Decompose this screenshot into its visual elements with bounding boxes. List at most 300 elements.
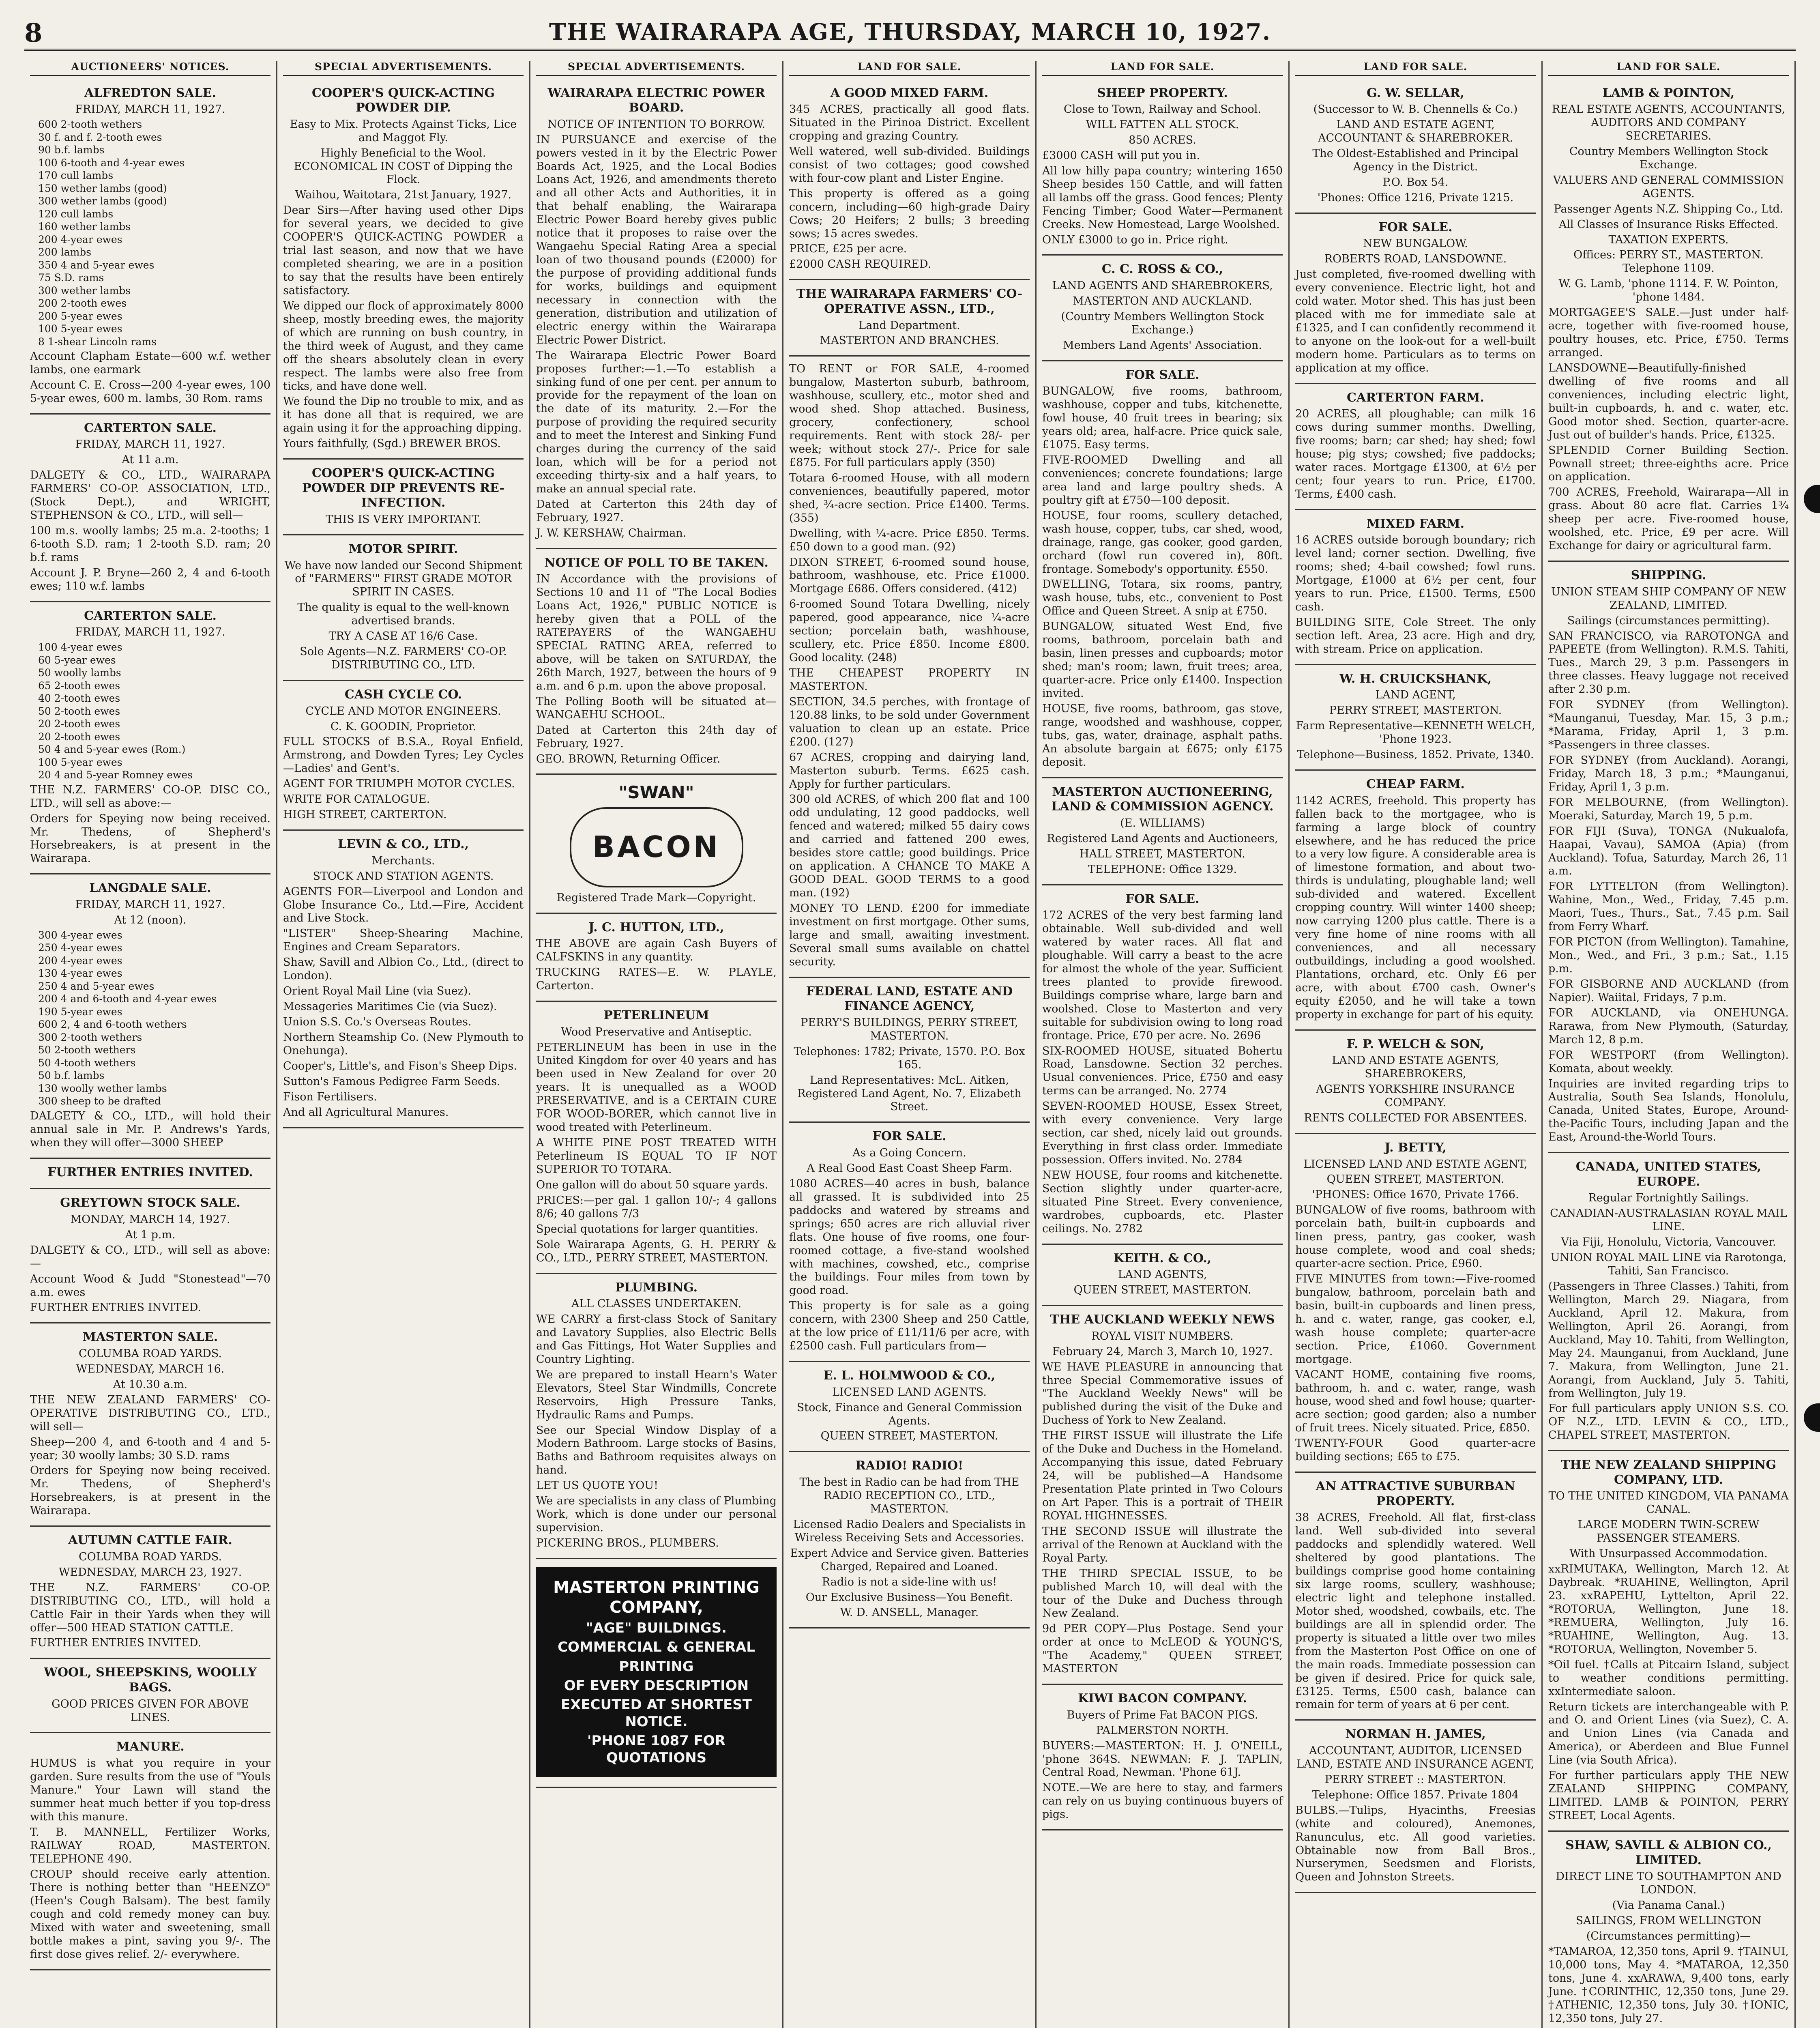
column-2 [277, 61, 530, 2028]
column-3 [530, 61, 783, 2028]
ad-body-text: 300 old ACRES, of which 200 flat and 100 odd undulating, 12 good paddocks, well fenced and watered; milked 55 dairy cows and carried and fattened 200 ewes, besides store cattle; good buildings. Price on application. A CHANCE TO MAKE A GOOD DEAL. GOOD TERMS to a good man. (192) [789, 793, 1030, 900]
advertisement [789, 79, 1030, 281]
ad-body-text: BUNGALOW, five rooms, bathroom, washhouse, copper and tubs, kitchenette, fowl house, 40 fruit trees in bearing; six years old; area, half-acre. Price quick sale, £1075. Easy terms. [1042, 385, 1283, 451]
masthead [24, 16, 1796, 51]
ad-title: FURTHER ENTRIES INVITED. [47, 1165, 253, 1179]
ad-subline: TRY A CASE AT 16/6 Case. [328, 630, 478, 643]
ad-body-text: PETERLINEUM has been in use in the United Kingdom for over 40 years and has been used in New Zealand for over 20 years. It is unequalled as a WOOD PRESERVATIVE, and is a CERTAIN CURE FOR WOOD-BORER, which cannot live in wood treated with Peterlineum. [536, 1041, 777, 1134]
ad-body-text: 100 m.s. woolly lambs; 25 m.a. 2-tooths; 1 6-tooth S.D. ram; 1 2-tooth S.D. ram; 20 b.f. rams [30, 524, 270, 564]
ad-title: A GOOD MIXED FARM. [830, 86, 989, 100]
advertisement [789, 1123, 1030, 1362]
ad-subline: PERRY STREET, MASTERTON. [1329, 704, 1502, 717]
ad-body-text: PRICES:—per gal. 1 gallon 10/-; 4 gallons 8/6; 40 gallons 7/3 [536, 1194, 777, 1220]
advertisement [1295, 1473, 1536, 1721]
ad-body-text: Sutton's Famous Pedigree Farm Seeds. [283, 1075, 500, 1088]
ad-subline: COLUMBA ROAD YARDS. [78, 1347, 222, 1360]
ad-subline: Highly Beneficial to the Wool. ECONOMICAL IN COST of Dipping the Flock. [294, 146, 513, 186]
ad-title: MIXED FARM. [1366, 516, 1465, 531]
ad-title: LANGDALE SALE. [89, 881, 211, 896]
ad-subline: The best in Radio can be had from THE RADIO RECEPTION CO., LTD., MASTERTON. [799, 1476, 1019, 1515]
advertisement [1295, 771, 1536, 1031]
ad-title: WAIRARAPA ELECTRIC POWER BOARD. [547, 86, 765, 115]
ad-title: W. H. CRUICKSHANK, [1339, 671, 1492, 686]
ad-body-text: Special quotations for larger quantities. [536, 1222, 758, 1235]
ad-body-text: xxRIMUTAKA, Wellington, March 12. At Daybreak. *RUAHINE, Wellington, April 23. xxRAPEHU, Lyttelton, April 22. *ROTORUA, Wellington, June 18. *REMUERA, Wellington, July 16. *RUAHINE, Wellington, Aug. 13. *ROTORUA, Wellington, November 5. [1548, 1563, 1789, 1656]
list-item: 50 4-tooth wethers [38, 1057, 136, 1069]
ad-subline: (Via Panama Canal.) [1612, 1899, 1725, 1912]
ad-body-text: Sheep—200 4, and 6-tooth and 4 and 5-year; 30 woolly lambs; 30 S.D. rams [30, 1435, 270, 1462]
ad-subline: LAND AGENTS AND SHAREBROKERS, [1052, 279, 1273, 292]
ad-body-text: And all Agricultural Manures. [283, 1106, 449, 1119]
advertisement [536, 79, 777, 549]
ad-subline: February 24, March 3, March 10, 1927. [1052, 1345, 1273, 1358]
list-item: 50 woolly lambs [38, 667, 121, 679]
ad-body-text: Account J. P. Bryne—260 2, 4 and 6-tooth ewes; 110 w.f. lambs [30, 566, 270, 593]
ad-subline: C. K. GOODIN, Proprietor. [330, 720, 476, 733]
ad-subline: LICENSED LAND AGENTS. [832, 1386, 987, 1399]
ad-body-text: *TAMAROA, 12,350 tons, April 9. †TAINUI, 10,000 tons, May 4. *MATAROA, 12,350 tons, June 4. xxARAWA, 9,400 tons, early June. †CORINTHIC, 12,350 tons, June 29. †ATHENIC, 12,350 tons, July 30. †IONIC, 12,350 tons, July 27. [1548, 1945, 1789, 2025]
ad-body-text: 172 ACRES of the very best farming land obtainable. Well sub-divided and well watered by water races. All flat and ploughable. Will carry a beast to the acre for almost the whole of the year. Sufficient trees planted to provide firewood. Buildings comprise whare, large barn and woolshed. Close to Masterton and very suitable for subdivision owing to long road frontage. Price, £70 per acre. No. 2696 [1042, 909, 1283, 1042]
ad-title: FOR SALE. [872, 1129, 946, 1144]
ad-body-text: Yours faithfully, (Sgd.) BREWER BROS. [283, 437, 501, 450]
ad-body-text: FIVE-ROOMED Dwelling and all conveniences; concrete foundations; large area land and large poultry sheds. A poultry gift at £750—100 deposit. [1042, 454, 1283, 507]
ad-body-text: TO RENT or FOR SALE, 4-roomed bungalow, Masterton suburb, bathroom, washhouse, scullery, etc., motor shed and wood shed. Shop attached. Business, grocery, confectionery, school requirements. Rent with stock 28/- per week; without stock 27/-. Price for sale £875. For full particulars apply (350) [789, 363, 1030, 469]
ad-subline: Radio is not a side-line with us! [822, 1575, 997, 1588]
ad-body-text: THE N.Z. FARMERS' CO-OP. DISTRIBUTING CO., LTD., will hold a Cattle Fair in their Yards when they will offer—500 HEAD STATION CATTLE. [30, 1581, 270, 1634]
ad-body-text: Dwelling, with ¼-acre. Price £850. Terms. £50 down to a good man. (92) [789, 527, 1030, 553]
ad-body-text: Totara 6-roomed House, with all modern conveniences, beautifully papered, motor shed, ¾-acre section. Price £1400. Terms. (355) [789, 471, 1030, 524]
ad-subline: W. G. Lamb, 'phone 1114. F. W. Pointon, 'phone 1484. [1558, 277, 1779, 304]
ad-body-text: Account Wood & Judd "Stonestead"—70 a.m. ewes [30, 1272, 270, 1299]
ad-title: E. L. HOLMWOOD & CO., [823, 1368, 996, 1383]
ad-body-text: All low hilly papa country; wintering 1650 Sheep besides 150 Cattle, and will fatten all lambs off the grass. Good fences; Plenty Fencing Timber; Good Water—Permanent Creeks. New Homestead, Large Woolshed. [1042, 164, 1283, 231]
ad-subline: QUEEN STREET, MASTERTON. [820, 1430, 998, 1443]
ad-body-text: IN Accordance with the provisions of Sections 10 and 11 of "The Local Bodies Loans Act, 1926," PUBLIC NOTICE is hereby given that a POLL of the RATEPAYERS of the WANGAEHU SPECIAL RATING AREA, referred to above, will be taken on SATURDAY, the 26th March, 1927, between the hours of 9 a.m. and 6 p.m. upon the above proposal. [536, 573, 777, 692]
list-item: 350 4 and 5-year ewes [38, 259, 155, 271]
ad-body-text: Orient Royal Mail Line (via Suez). [283, 985, 472, 998]
ad-title: ALFREDTON SALE. [84, 86, 217, 100]
column-heading: LAND FOR SALE. [1295, 61, 1536, 76]
ad-subline: FRIDAY, MARCH 11, 1927. [75, 103, 225, 116]
list-item: 50 2-tooth ewes [38, 705, 120, 717]
ad-body-text: WE CARRY a first-class Stock of Sanitary and Lavatory Supplies, also Electric Bells and Gas Fittings, Hot Water Supplies and Country Lighting. [536, 1313, 777, 1366]
ad-subline: MASTERTON AND BRANCHES. [820, 334, 999, 347]
ad-title: CARTERTON SALE. [84, 421, 217, 435]
advertisement [1295, 1031, 1536, 1134]
column-4 [783, 61, 1037, 2028]
ad-subline: ROYAL VISIT NUMBERS. [1091, 1330, 1234, 1343]
list-item: 190 5-year ewes [38, 1005, 122, 1018]
ad-subline: LAND AND ESTATE AGENTS, SHAREBROKERS, [1332, 1054, 1499, 1081]
ad-subline: PERRY STREET :: MASTERTON. [1324, 1773, 1507, 1786]
ad-body-text: SECTION, 34.5 perches, with frontage of 120.88 links, to be sold under Government valuation to clean up an estate. Price £200. (127) [789, 695, 1030, 748]
printing-company-box [536, 1567, 777, 1777]
ad-body-text: (Passengers in Three Classes.) Tahiti, from Wellington, March 29. Niagara, from Auckland, April 12. Makura, from Wellington, April 26. Aorangi, from Auckland, May 10. Tahiti, from Wellington, May 24. Maunganui, from Auckland, June 7. Makura, from Wellington, June 21. Aorangi, from Auckland, July 5. Tahiti, from Wellington, July 19. [1548, 1280, 1789, 1400]
ad-body-text: Messageries Maritimes Cie (via Suez). [283, 1000, 497, 1013]
advertisement [536, 549, 777, 775]
ad-title: CARTERTON FARM. [1347, 390, 1484, 405]
column-heading: AUCTIONEERS' NOTICES. [30, 61, 270, 76]
ad-subline: PRINTING [619, 1658, 694, 1675]
advertisement [536, 1002, 777, 1274]
bacon-pig-logo: BACON [570, 807, 743, 887]
newspaper-title: THE WAIRARAPA AGE, THURSDAY, MARCH 10, 1927. [549, 19, 1271, 45]
ad-title: MOTOR SPIRIT. [348, 541, 458, 556]
ad-body-text: BUYERS:—MASTERTON: H. J. O'NEILL, 'phone 364S. NEWMAN: F. J. TAPLIN, Central Road, Newman. 'Phone 61J. [1042, 1739, 1283, 1779]
ad-title: G. W. SELLAR, [1367, 86, 1464, 100]
ad-body-text: THE SECOND ISSUE will illustrate the arrival of the Renown at Auckland with the Royal Party. [1042, 1525, 1283, 1564]
ad-subline: LAND AGENT, [1375, 689, 1456, 702]
ad-subline: The Oldest-Established and Principal Agency in the District. [1312, 147, 1519, 173]
list-item: 75 S.D. rams [38, 272, 104, 284]
list-item: 20 2-tooth ewes [38, 718, 120, 730]
ad-subline: PALMERSTON NORTH. [1096, 1724, 1229, 1737]
list-item: 200 4-year ewes [38, 233, 122, 245]
ad-subline: 'Phones: Office 1216, Private 1215. [1317, 191, 1514, 204]
ad-subline: 'PHONES: Office 1670, Private 1766. [1312, 1188, 1519, 1201]
list-item: 200 2-tooth ewes [38, 297, 127, 309]
advertisement [789, 978, 1030, 1123]
ad-subline: ACCOUNTANT, AUDITOR, LICENSED LAND, ESTATE AND INSURANCE AGENT, [1296, 1744, 1535, 1770]
advertisement [30, 874, 270, 1158]
ad-title: FOR SALE. [1125, 367, 1200, 382]
ad-subline: Via Fiji, Honolulu, Victoria, Vancouver. [1561, 1236, 1776, 1249]
list-item: 160 wether lambs [38, 221, 131, 233]
ad-body-text: Dated at Carterton this 24th day of February, 1927. [536, 498, 777, 524]
advertisement [1295, 1721, 1536, 1893]
ad-title: FOR SALE. [1125, 892, 1200, 906]
ad-body-text: Dear Sirs—After having used other Dips for several years, we decided to give COOPER'S QUICK-ACTING POWDER a trial last season, and now that we have completed shearing, we are in a position to say that the results have been entirely satisfactory. [283, 204, 524, 297]
ad-subline: Wood Preservative and Antiseptic. [561, 1025, 752, 1038]
ad-body-text: £3000 CASH will put you in. [1042, 149, 1200, 162]
list-item: 100 5-year ewes [38, 323, 122, 335]
ad-subline: Our Exclusive Business—You Benefit. [805, 1591, 1013, 1604]
ad-subline: (E. WILLIAMS) [1120, 816, 1205, 829]
column-heading: LAND FOR SALE. [1042, 61, 1283, 76]
punch-hole-icon [1804, 1403, 1820, 1432]
ad-title: MASTERTON PRINTING COMPANY, [553, 1578, 760, 1617]
ad-body-text: This property is for sale as a going concern, with 2300 Sheep and 250 Cattle, at the low price of £11/11/6 per acre, with £2500 cash. Full particulars from— [789, 1300, 1030, 1353]
ad-body-text: 6-roomed Sound Totara Dwelling, nicely papered, good appearance, nice ¼-acre section; porcelain bath, washhouse, scullery, etc. Price £850. Income £800. Good locality. (248) [789, 598, 1030, 664]
ad-subline: Close to Town, Railway and School. [1064, 103, 1261, 116]
ad-subline: FRIDAY, MARCH 11, 1927. [75, 626, 225, 639]
advertisement [536, 1559, 777, 1788]
ad-title: FOR SALE. [1378, 220, 1453, 234]
ad-subline: Offices: PERRY ST., MASTERTON. Telephone 1109. [1573, 249, 1764, 275]
ad-body-text: DALGETY & CO., LTD., WAIRARAPA FARMERS' CO-OP. ASSOCIATION, LTD., (Stock Dept.), and WRIGHT, STEPHENSON & CO., LTD., will sell— [30, 469, 270, 522]
ad-body-text: 67 ACRES, cropping and dairying land, Masterton suburb. Terms. £625 cash. Apply for further particulars. [789, 751, 1030, 791]
column-heading: LAND FOR SALE. [789, 61, 1030, 76]
advertisement [1548, 1832, 1789, 2028]
ad-body-text: One gallon will do about 50 square yards. [536, 1178, 768, 1191]
stock-list [38, 929, 270, 1108]
ad-title: AUTUMN CATTLE FAIR. [68, 1533, 232, 1548]
list-item: 120 cull lambs [38, 208, 114, 220]
ad-title: CHEAP FARM. [1366, 777, 1465, 792]
ad-body-text: FOR AUCKLAND, via ONEHUNGA. Rarawa, from New Plymouth, (Saturday, March 12, 8 p.m. [1548, 1006, 1789, 1046]
ad-body-text: Inquiries are invited regarding trips to Australia, South Sea Islands, Honolulu, Canada, United States, Europe, Around-the-Pacific Tours, including Japan and the East, Around-the-World Tours. [1548, 1077, 1789, 1144]
ad-body-text: LANSDOWNE—Beautifully-finished dwelling of five rooms and all conveniences, including electric light, built-in cupboards, h. and c. water, etc. Good motor shed. Section, quarter-acre. Just out of builder's hands. Price, £1325. [1548, 361, 1789, 441]
ad-body-text: THE FIRST ISSUE will illustrate the Life of the Duke and Duchess in the Homeland. Accompanying this issue, dated February 24, will be published—A Handsome Presentation Plate printed in Two Colours on Art Paper. This is a portrait of THEIR ROYAL HIGHNESSES. [1042, 1429, 1283, 1522]
ad-body-text: AGENTS FOR—Liverpool and London and Globe Insurance Co., Ltd.—Fire, Accident and Live Stock. [283, 885, 524, 925]
ad-body-text: Just completed, five-roomed dwelling with every convenience. Electric light, hot and cold water. Motor shed. This has just been placed with me for immediate sale at £1325, and I can confidently recommend it to anyone on the look-out for a well-built modern home. Particulars as to terms on application at my office. [1295, 268, 1536, 374]
ad-body-text: We found the Dip no trouble to mix, and as it has done all that is required, we are again using it for the approaching dipping. [283, 395, 524, 435]
ad-title: KIWI BACON COMPANY. [1077, 1691, 1247, 1706]
ad-title: LAMB & POINTON, [1602, 86, 1735, 100]
advertisement [1042, 885, 1283, 1245]
ad-body-text: This property is offered as a going concern, including—60 high-grade Dairy Cows; 20 Heifers; 2 bulls; 3 breeding sows; 15 acres swedes. [789, 187, 1030, 240]
ad-subline: UNION STEAM SHIP COMPANY OF NEW ZEALAND, LIMITED. [1551, 585, 1786, 612]
list-item: 40 2-tooth ewes [38, 692, 120, 705]
ad-subline: NOTICE OF INTENTION TO BORROW. [547, 118, 766, 131]
ad-subline: ALL CLASSES UNDERTAKEN. [571, 1298, 742, 1310]
advertisement [1295, 214, 1536, 384]
ad-subline: "AGE" BUILDINGS. [586, 1620, 727, 1636]
list-item: 50 4 and 5-year ewes (Rom.) [38, 743, 186, 756]
ad-title: GREYTOWN STOCK SALE. [60, 1196, 240, 1210]
ad-title: AN ATTRACTIVE SUBURBAN PROPERTY. [1316, 1479, 1515, 1508]
ad-body-text: 9d PER COPY—Plus Postage. Send your order at once to McLEOD & YOUNG'S, "The Academy," QUEEN STREET, MASTERTON [1042, 1622, 1283, 1676]
ad-subline: Buyers of Prime Fat BACON PIGS. [1067, 1708, 1258, 1721]
ad-body-text: 700 ACRES, Freehold, Wairarapa—All in grass. About 80 acre flat. Carries 1¾ sheep per acre. Five-roomed house, woolshed, etc. Price, £9 per acre. Will Exchange for dairy or agricultural farm. [1548, 486, 1789, 552]
ad-subline: LAND AND ESTATE AGENT, ACCOUNTANT & SHAREBROKER. [1318, 118, 1513, 144]
ad-body-text: 16 ACRES outside borough boundary; rich level land; corner section. Dwelling, five rooms; shed; 4-bail cowshed; fowl runs. Mortgage, £1000 at 6½ per cent, four years to run. Price, £1500. Terms, £500 cash. [1295, 534, 1536, 614]
ad-body-text: Northern Steamship Co. (New Plymouth to Onehunga). [283, 1031, 524, 1057]
ad-subline: PERRY'S BUILDINGS, PERRY STREET, MASTERTON. [801, 1016, 1018, 1042]
list-item: 130 4-year ewes [38, 967, 122, 980]
advertisement [1548, 1153, 1789, 1451]
advertisement [1295, 665, 1536, 771]
ad-subline: CANADIAN-AUSTRALASIAN ROYAL MAIL LINE. [1550, 1207, 1787, 1233]
column-6 [1290, 61, 1543, 2028]
list-item: 60 5-year ewes [38, 654, 116, 666]
list-item: 8 1-shear Lincoln rams [38, 335, 157, 348]
ad-subline: Expert Advice and Service given. Batteries Charged, Repaired and Loaned. [790, 1547, 1029, 1573]
ad-body-text: J. W. KERSHAW, Chairman. [536, 526, 687, 539]
ad-body-text: HOUSE, four rooms, scullery detached, wash house, copper, tubs, car shed, wood, drainage, range, gas cooker, good garden, orchard (fowl run covered in), 80ft. frontage. Somebody's opportunity. £550. [1042, 509, 1283, 576]
ad-body-text: We are prepared to install Hearn's Water Elevators, Steel Star Windmills, Concrete Reservoirs, High Pressure Tanks, Hydraulic Rams and Pumps. [536, 1368, 777, 1421]
ad-title: COOPER'S QUICK-ACTING POWDER DIP PREVENTS RE-INFECTION. [302, 466, 504, 510]
ad-body-text: DWELLING, Totara, six rooms, pantry, wash house, tubs, etc., convenient to Post Office and Queen Street. A snip at £750. [1042, 578, 1283, 618]
ad-subline: Telephones: 1782; Private, 1570. P.O. Box 165. [794, 1045, 1025, 1071]
ad-body-text: TWENTY-FOUR Good quarter-acre building sections; £65 to £75. [1295, 1437, 1536, 1463]
advertisement [283, 831, 524, 1128]
advertisement [1042, 1245, 1283, 1306]
ad-body-text: We dipped our flock of approximately 8000 sheep, mostly breeding ewes, the majority of which are running on bush country, in the third week of August, and they came off the shears absolutely clean in every respect. The lambs were also free from ticks, and have done well. [283, 299, 524, 393]
list-item: 20 2-tooth ewes [38, 730, 120, 743]
ad-subline: Farm Representative—KENNETH WELCH, 'Phone 1923. [1296, 720, 1535, 746]
ad-title: CASH CYCLE CO. [344, 687, 462, 702]
ad-body-text: FOR SYDNEY (from Wellington). *Maunganui, Tuesday, Mar. 15, 3 p.m.; *Marama, Friday, April 1, 3 p.m. *Passengers in three classes. [1548, 698, 1789, 751]
advertisement [283, 460, 524, 535]
ad-title: WOOL, SHEEPSKINS, WOOLLY BAGS. [44, 1665, 257, 1695]
list-item: 130 woolly wether lambs [38, 1082, 167, 1094]
list-item: 200 4 and 6-tooth and 4-year ewes [38, 993, 217, 1005]
ad-title: THE NEW ZEALAND SHIPPING COMPANY, LTD. [1561, 1458, 1776, 1487]
ad-subline: MASTERTON AND AUCKLAND. [1073, 295, 1252, 307]
ad-subline: 'PHONE 1087 FOR QUOTATIONS [587, 1733, 725, 1766]
ad-body-text: THE NEW ZEALAND FARMERS' CO-OPERATIVE DISTRIBUTING CO., LTD., will sell— [30, 1393, 270, 1433]
ad-title: J. BETTY, [1384, 1140, 1447, 1155]
list-item: 100 5-year ewes [38, 756, 122, 768]
advertisement [30, 1659, 270, 1733]
ad-subline: NEW BUNGALOW. [1363, 237, 1468, 250]
ad-subline: LAND AGENTS, [1118, 1268, 1207, 1281]
ad-subline: Telephone—Business, 1852. Private, 1340. [1297, 748, 1534, 761]
ad-title: THE AUCKLAND WEEKLY NEWS [1050, 1313, 1275, 1327]
list-item: 300 2-tooth wethers [38, 1031, 142, 1043]
ad-title: J. C. HUTTON, LTD., [588, 920, 724, 935]
column-heading: SPECIAL ADVERTISEMENTS. [536, 61, 777, 76]
column-5 [1037, 61, 1290, 2028]
ad-subline: WEDNESDAY, MARCH 23, 1927. [58, 1566, 242, 1579]
ad-body-text: LET US QUOTE YOU! [536, 1479, 658, 1492]
ad-body-text: HIGH STREET, CARTERTON. [283, 808, 447, 821]
advertisement [30, 415, 270, 602]
ad-body-text: Well watered, well sub-divided. Buildings consist of two cottages; good cowshed with four-cow plant and Lister Engine. [789, 145, 1030, 185]
ad-subline: Country Members Wellington Stock Exchange. [1569, 145, 1768, 171]
advertisement [283, 535, 524, 681]
ad-subline: A Real Good East Coast Sheep Farm. [807, 1162, 1012, 1175]
advertisement [30, 1733, 270, 1970]
list-item: 50 2-tooth wethers [38, 1044, 136, 1056]
ad-body-text: For full particulars apply UNION S.S. CO. OF N.Z., LTD. LEVIN & CO., LTD., CHAPEL STREET, MASTERTON. [1548, 1402, 1789, 1442]
ad-body-text: 20 ACRES, all ploughable; can milk 16 cows during summer months. Dwelling, five rooms; barn; car shed; hay shed; fowl house; pig stys; cowshed; five paddocks; water races. Mortgage £1300, at 6½ per cent; four years to run. Price, £1700. Terms, £400 cash. [1295, 408, 1536, 501]
ad-body-text: ONLY £3000 to go in. Price right. [1042, 233, 1228, 246]
ad-subline: GOOD PRICES GIVEN FOR ABOVE LINES. [52, 1697, 249, 1724]
advertisement [30, 602, 270, 875]
ad-body-text: PRICE, £25 per acre. [789, 243, 907, 256]
advertisement [1042, 778, 1283, 885]
ad-subline: Regular Fortnightly Sailings. [1588, 1192, 1749, 1205]
ad-body-text: FIVE MINUTES from town:—Five-roomed bungalow, bathroom, porcelain bath and basin, built-in cupboards and linen press, h. and c. water, range, gas cooker, e.l, wash house complete; quarter-acre section. Price, £1060. Government mortgage. [1295, 1273, 1536, 1366]
list-item: 50 b.f. lambs [38, 1070, 105, 1082]
advertisement [30, 79, 270, 415]
ad-subline: EXECUTED AT SHORTEST NOTICE. [560, 1697, 752, 1730]
advertisement [30, 1159, 270, 1190]
list-item: 300 4-year ewes [38, 929, 122, 941]
ad-title: NOTICE OF POLL TO BE TAKEN. [544, 555, 768, 570]
ad-subline: DIRECT LINE TO SOUTHAMPTON AND LONDON. [1556, 1870, 1781, 1897]
advertisement [1295, 1134, 1536, 1473]
ad-title: CANADA, UNITED STATES, EUROPE. [1575, 1160, 1762, 1189]
list-item: 200 4-year ewes [38, 954, 122, 967]
ad-body-text: The Wairarapa Electric Power Board proposes further:—1.—To establish a sinking fund of one per cent. per annum to provide for the repayment of the loan on the date of its maturity. 2.—For the purpose of providing the required security and to meet the Interest and Sinking Fund charges during the currency of the said loan, which will be for a period not exceeding thirty-six and a half years, to make an annual special rate. [536, 349, 777, 495]
ad-subline: FRIDAY, MARCH 11, 1927. [75, 438, 225, 451]
ad-subline: OF EVERY DESCRIPTION [564, 1677, 749, 1694]
ad-subline: Registered Trade Mark—Copyright. [556, 891, 756, 904]
ad-subline: 850 ACRES. [1129, 133, 1196, 146]
ad-body-text: THE CHEAPEST PROPERTY IN MASTERTON. [789, 667, 1030, 693]
ad-body-text: WE HAVE PLEASURE in announcing that three Special Commemorative issues of "The Auckland Weekly News" will be published during the visit of the Duke and Duchess of York to New Zealand. [1042, 1360, 1283, 1427]
advertisement [789, 1362, 1030, 1452]
ad-body-text: 345 ACRES, practically all good flats. Situated in the Pirinoa District. Excellent cropping and grazing Country. [789, 103, 1030, 142]
ad-subline: Members Land Agents' Association. [1062, 339, 1262, 352]
ad-body-text: IN PURSUANCE and exercise of the powers vested in it by the Electric Power Boards Act, 1925, and the Local Bodies Loans Act, 1926, and amendments thereto and all other Acts and Authorities, it in that behalf enabling, the Wairarapa Electric Power Board hereby gives public notice that it proposes to raise over the Wangaehu Special Rating Area a special loan of two thousand pounds (£2000) for the purpose of providing additional funds for works, buildings and equipment necessary in connection with the generation, distribution and utilization of electric energy within the Wairarapa Electric Power District. [536, 133, 777, 346]
ad-body-text: SIX-ROOMED HOUSE, situated Bohertu Road, Lansdowne. Section 32 perches. Usual conveniences. Price, £750 and easy terms can be arranged. No. 2774 [1042, 1044, 1283, 1098]
advertisement [283, 681, 524, 831]
list-item: 65 2-tooth ewes [38, 679, 120, 692]
advertisement [1042, 1685, 1283, 1830]
list-item: 250 4 and 5-year ewes [38, 980, 155, 992]
advertisement [1295, 384, 1536, 510]
ad-body-text: FURTHER ENTRIES INVITED. [30, 1637, 202, 1650]
ad-body-text: 1080 ACRES—40 acres in bush, balance all grassed. It is subdivided into 25 paddocks and watered by streams and springs; 650 acres are rich alluvial river flats. One house of five rooms, one four-roomed cottage, a five-stand woolshed with machines, cowshed, etc., comprise the buildings. Four miles from town by good road. [789, 1177, 1030, 1297]
ad-subline: As a Going Concern. [852, 1147, 966, 1159]
ad-body-text: FOR SYDNEY (from Auckland). Aorangi, Friday, March 18, 3 p.m.; *Maunganui, Friday, April 1, 3 p.m. [1548, 754, 1789, 793]
advertisement [1295, 79, 1536, 214]
ad-body-text: TRUCKING RATES—E. W. PLAYLE, Carterton. [536, 966, 777, 993]
ad-subline: Licensed Radio Dealers and Specialists in Wireless Receiving Sets and Accessories. [793, 1518, 1026, 1544]
list-item: 150 wether lambs (good) [38, 182, 167, 194]
ad-body-text: FOR MELBOURNE, (from Wellington). Moeraki, Saturday, March 19, 5 p.m. [1548, 796, 1789, 822]
ad-subline: THIS IS VERY IMPORTANT. [326, 513, 481, 526]
ad-body-text: DIXON STREET, 6-roomed sound house, bathroom, washhouse, etc. Price £1000. Mortgage £686. Offers considered. (412) [789, 556, 1030, 595]
ad-subline: ROBERTS ROAD, LANSDOWNE. [1324, 253, 1507, 266]
ad-subline: STOCK AND STATION AGENTS. [313, 870, 494, 883]
ad-body-text: Dated at Carterton this 24th day of February, 1927. [536, 724, 777, 750]
ad-body-text: FULL STOCKS of B.S.A., Royal Enfield, Armstrong, and Dowden Tyres; Ley Cycles—Ladies' and Gent's. [283, 735, 524, 775]
ad-body-text: MONEY TO LEND. £200 for immediate investment on first mortgage. Other sums, large and small, awaiting investment. Several small sums available on chattel security. [789, 902, 1030, 968]
ad-body-text: FOR LYTTELTON (from Wellington). Wahine, Mon., Wed., Friday, 7.45 p.m. Maori, Tues., Thurs., Sat., 7.45 p.m. Sail from Ferry Wharf. [1548, 880, 1789, 933]
ad-body-text: HOUSE, five rooms, bathroom, gas stove, range, woodshed and washhouse, copper, tubs, gas, water, drainage, asphalt paths. An absolute bargain at £675; only £175 deposit. [1042, 702, 1283, 769]
ad-subline: Waihou, Waitotara, 21st January, 1927. [295, 189, 512, 202]
ad-subline: COLUMBA ROAD YARDS. [78, 1550, 222, 1563]
ad-title: THE WAIRARAPA FARMERS' CO-OPERATIVE ASSN., LTD., [796, 287, 1023, 316]
ad-title: MANURE. [116, 1740, 185, 1754]
ad-body-text: MORTGAGEE'S SALE.—Just under half-acre, together with five-roomed house, poultry houses, etc. Price, £750. Terms arranged. [1548, 306, 1789, 359]
stock-list [38, 641, 270, 782]
ad-subline: At 11 a.m. [122, 453, 179, 466]
ad-body-text: DALGETY & CO., LTD., will hold their annual sale in Mr. P. Andrews's Yards, when they will offer—3000 SHEEP [30, 1109, 270, 1149]
ad-body-text: BUILDING SITE, Cole Street. The only section left. Area, 23 acre. High and dry, with stream. Price on application. [1295, 616, 1536, 655]
ad-body-text: NEW HOUSE, four rooms and kitchenette. Section slightly under quarter-acre, situated Pine Street. Every convenience, wardrobes, cupboards, etc. Plaster ceilings. No. 2782 [1042, 1169, 1283, 1235]
ad-body-text: FOR GISBORNE AND AUCKLAND (from Napier). Waiital, Fridays, 7 p.m. [1548, 977, 1789, 1004]
list-item: 600 2, 4 and 6-tooth wethers [38, 1018, 187, 1031]
ad-subline: LICENSED LAND AND ESTATE AGENT, [1303, 1158, 1528, 1171]
advertisement [536, 1274, 777, 1559]
ad-subline: Merchants. [371, 854, 435, 867]
ad-body-text: BULBS.—Tulips, Hyacinths, Freesias (white and coloured), Anemones, Ranunculus, etc. All good varieties. Obtainable now from Ball Bros., Nurserymen, Seedsmen and Florists, Queen and Johnston Streets. [1295, 1804, 1536, 1884]
ad-title: COOPER'S QUICK-ACTING POWDER DIP. [312, 86, 495, 115]
ad-subline: COMMERCIAL & GENERAL [558, 1639, 755, 1656]
ad-body-text: Sole Wairarapa Agents, G. H. PERRY & CO., LTD., PERRY STREET, MASTERTON. [536, 1238, 777, 1264]
ad-title: SHEEP PROPERTY. [1097, 86, 1228, 100]
ad-body-text: *Oil fuel. †Calls at Pitcairn Island, subject to weather conditions permitting. xxIntermediate saloon. [1548, 1658, 1789, 1698]
ad-title: PETERLINEUM [603, 1008, 709, 1023]
ad-subline: AGENTS YORKSHIRE INSURANCE COMPANY. [1316, 1083, 1515, 1109]
ad-body-text: THE THIRD SPECIAL ISSUE, to be published March 10, will deal with the tour of the Duke and Duchess through New Zealand. [1042, 1567, 1283, 1620]
ad-subline: UNION ROYAL MAIL LINE via Rarotonga, Tahiti, San Francisco. [1550, 1251, 1787, 1278]
ad-body-text: 1142 ACRES, freehold. This property has fallen back to the mortgagee, who is farming a large block of country elsewhere, and he has reduced the price to a very low figure. A considerable area is of limestone formation, and about two-thirds is undulating, ploughable land; well sub-divided and watered. Excellent cropping country. Will winter 1400 sheep; now carrying 1200 plus cattle. There is a very fine home of nine rooms with all conveniences, and all necessary outbuildings, including a good woolshed. Plantations, orchard, etc. Only £6 per acre, with about £700 cash. Owner's equity £2050, and he will take a town property in exchange for part of his equity. [1295, 794, 1536, 1021]
ad-subline: Easy to Mix. Protects Against Ticks, Lice and Maggot Fly. [290, 118, 517, 144]
advertisement [1042, 79, 1283, 256]
ad-title: KEITH. & CO., [1113, 1251, 1212, 1265]
ad-subline: The quality is equal to the well-known advertised brands. [297, 601, 509, 627]
advertisement [30, 1189, 270, 1323]
ad-body-text: PICKERING BROS., PLUMBERS. [536, 1537, 719, 1550]
list-item: 300 sheep to be drafted [38, 1095, 161, 1107]
list-item: 200 5-year ewes [38, 310, 122, 322]
ad-title: LEVIN & CO., LTD., [337, 837, 469, 852]
ad-body-text: A WHITE PINE POST TREATED WITH Peterlineum IS EQUAL TO IF NOT SUPERIOR TO TOTARA. [536, 1136, 777, 1176]
ad-subline: Telephone: Office 1857. Private 1804 [1312, 1788, 1519, 1801]
ad-subline: WEDNESDAY, MARCH 16. [76, 1362, 225, 1375]
ad-subline: HALL STREET, MASTERTON. [1080, 847, 1245, 860]
advertisement [1548, 562, 1789, 1153]
ad-subline: We have now landed our Second Shipment of "FARMERS'" FIRST GRADE MOTOR SPIRIT IN CASES. [284, 559, 522, 599]
ad-subline: WILL FATTEN ALL STOCK. [1086, 118, 1239, 131]
